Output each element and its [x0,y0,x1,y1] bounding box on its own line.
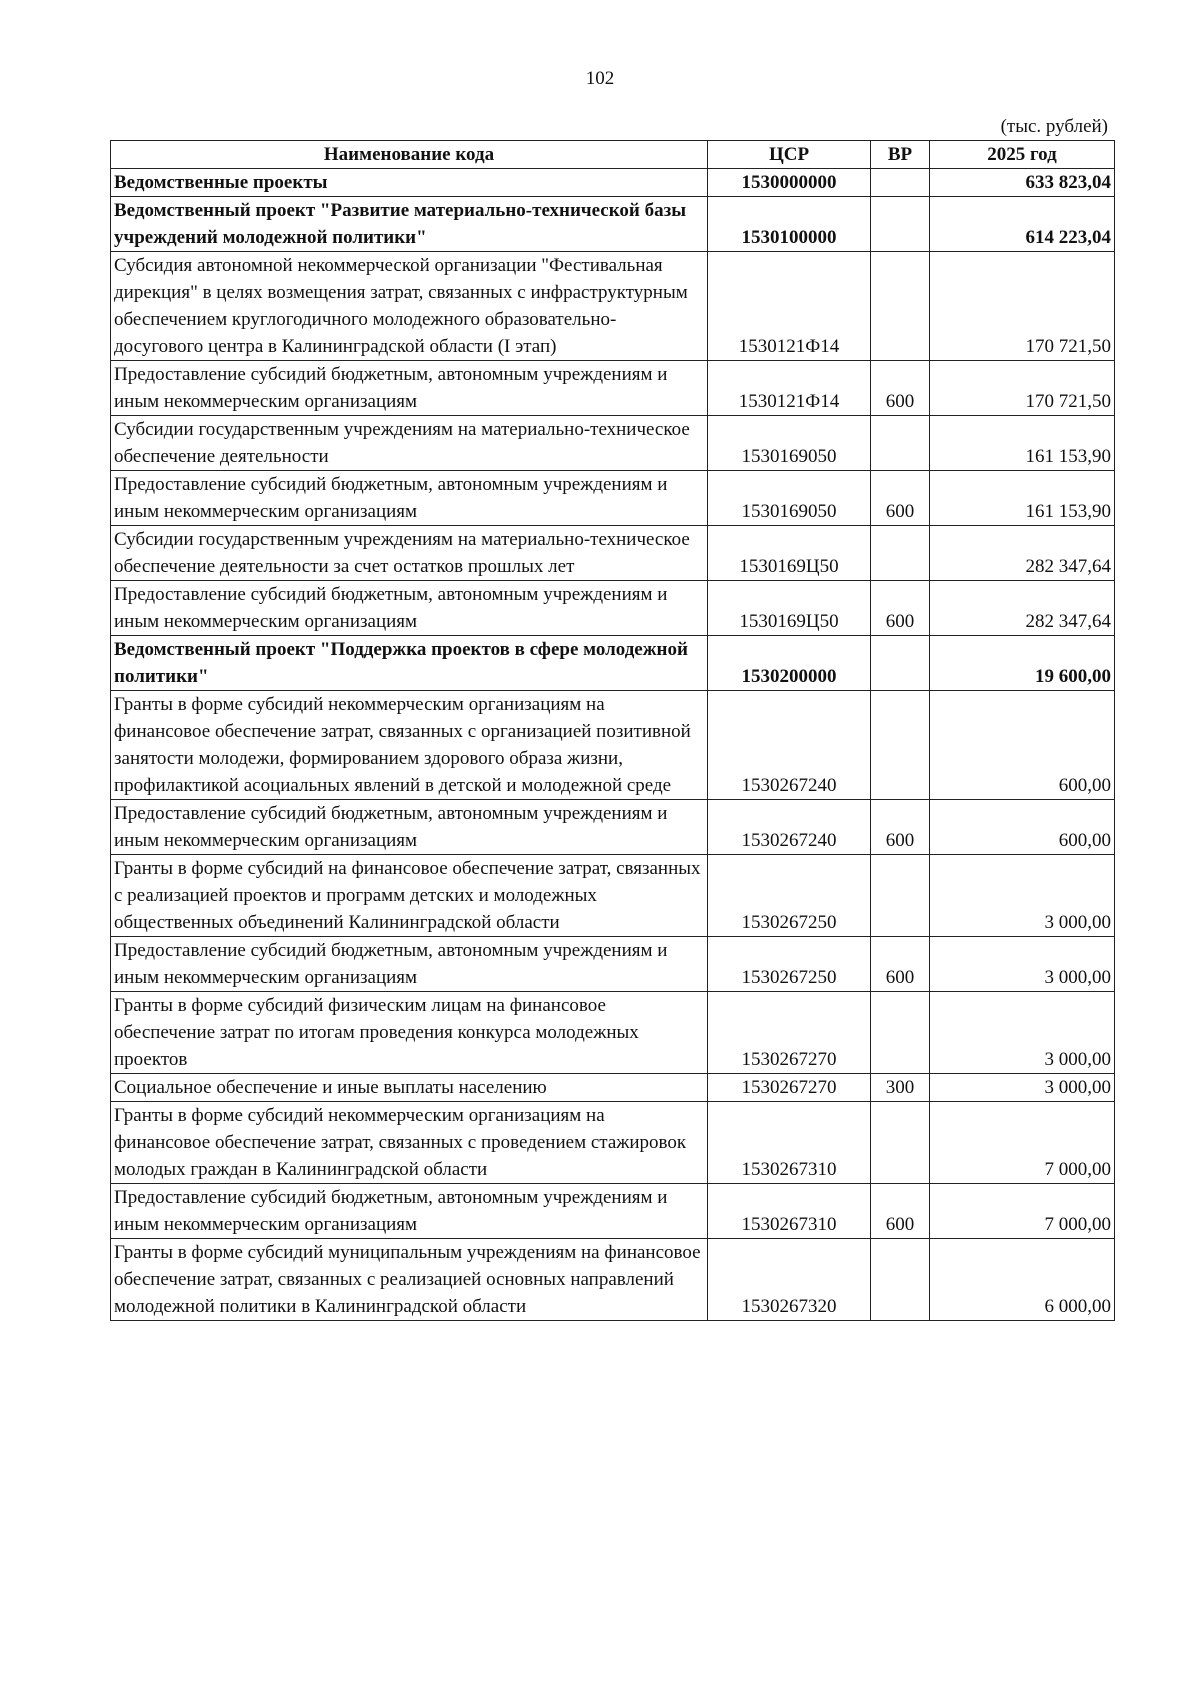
row-csr: 1530169050 [708,471,871,526]
row-name: Гранты в форме субсидий на финансовое обеспечение затрат, связанных с реализацией проектов и программ детских и молодежных общественных объединений Калининградской области [111,855,708,937]
row-vr [871,855,930,937]
row-amount: 7 000,00 [930,1102,1115,1184]
table-row [111,416,1115,471]
row-amount: 3 000,00 [930,855,1115,937]
row-amount: 161 153,90 [930,471,1115,526]
row-csr: 1530267240 [708,800,871,855]
row-name: Гранты в форме субсидий физическим лицам на финансовое обеспечение затрат по итогам проведения конкурса молодежных проектов [111,992,708,1074]
row-csr: 1530169Ц50 [708,526,871,581]
row-name: Предоставление субсидий бюджетным, автономным учреждениям и иным некоммерческим организациям [111,471,708,526]
header-csr: ЦСР [708,141,871,169]
row-csr: 1530200000 [708,636,871,691]
row-vr [871,252,930,361]
row-csr: 1530169050 [708,416,871,471]
row-amount: 161 153,90 [930,416,1115,471]
row-name: Субсидии государственным учреждениям на материально-техническое обеспечение деятельности за счет остатков прошлых лет [111,526,708,581]
table-row [111,691,1115,800]
row-name: Гранты в форме субсидий муниципальным учреждениям на финансовое обеспечение затрат, связанных с реализацией основных направлений молодежной политики в Калининградской области [111,1239,708,1321]
table-header [111,141,1115,169]
row-vr: 600 [871,471,930,526]
row-name: Гранты в форме субсидий некоммерческим организациям на финансовое обеспечение затрат, связанных с организацией позитивной занятости молодежи, формированием здорового образа жизни, профилактикой асоциальных явлений в детской и молодежной среде [111,691,708,800]
row-csr: 1530121Ф14 [708,361,871,416]
row-name: Гранты в форме субсидий некоммерческим организациям на финансовое обеспечение затрат, связанных с проведением стажировок молодых граждан в Калининградской области [111,1102,708,1184]
row-name: Субсидии государственным учреждениям на материально-техническое обеспечение деятельности [111,416,708,471]
row-vr [871,197,930,252]
row-amount: 600,00 [930,800,1115,855]
header-name: Наименование кода [111,141,708,169]
header-year: 2025 год [930,141,1115,169]
table-row [111,169,1115,197]
row-vr [871,636,930,691]
row-amount: 19 600,00 [930,636,1115,691]
row-name: Предоставление субсидий бюджетным, автономным учреждениям и иным некоммерческим организациям [111,937,708,992]
row-amount: 7 000,00 [930,1184,1115,1239]
row-amount: 170 721,50 [930,252,1115,361]
row-csr: 1530000000 [708,169,871,197]
row-name: Предоставление субсидий бюджетным, автономным учреждениям и иным некоммерческим организациям [111,800,708,855]
row-name: Ведомственный проект "Развитие материально-технической базы учреждений молодежной политики" [111,197,708,252]
table-row [111,800,1115,855]
row-amount: 6 000,00 [930,1239,1115,1321]
unit-note: (тыс. рублей) [1000,116,1108,137]
table-row [111,636,1115,691]
row-name: Предоставление субсидий бюджетным, автономным учреждениям и иным некоммерческим организациям [111,581,708,636]
table-row [111,1184,1115,1239]
row-name: Предоставление субсидий бюджетным, автономным учреждениям и иным некоммерческим организациям [111,1184,708,1239]
row-amount: 633 823,04 [930,169,1115,197]
row-vr: 600 [871,361,930,416]
row-vr [871,526,930,581]
row-amount: 3 000,00 [930,992,1115,1074]
row-csr: 1530121Ф14 [708,252,871,361]
row-amount: 170 721,50 [930,361,1115,416]
row-csr: 1530267270 [708,992,871,1074]
row-name: Социальное обеспечение и иные выплаты населению [111,1074,708,1102]
row-vr: 300 [871,1074,930,1102]
row-amount: 600,00 [930,691,1115,800]
table-row [111,526,1115,581]
row-csr: 1530267250 [708,855,871,937]
row-csr: 1530267310 [708,1102,871,1184]
row-amount: 3 000,00 [930,937,1115,992]
row-csr: 1530100000 [708,197,871,252]
table-row [111,992,1115,1074]
row-name: Субсидия автономной некоммерческой организации "Фестивальная дирекция" в целях возмещения затрат, связанных с инфраструктурным обеспечением круглогодичного молодежного образовательно-досугового центра в Калининградской области (I этап) [111,252,708,361]
row-amount: 3 000,00 [930,1074,1115,1102]
row-vr [871,169,930,197]
row-amount: 282 347,64 [930,581,1115,636]
row-vr [871,416,930,471]
row-csr: 1530267250 [708,937,871,992]
budget-table [110,140,1115,1321]
table-row [111,1074,1115,1102]
row-name: Ведомственный проект "Поддержка проектов в сфере молодежной политики" [111,636,708,691]
row-vr [871,1102,930,1184]
row-csr: 1530267270 [708,1074,871,1102]
row-vr [871,992,930,1074]
row-amount: 614 223,04 [930,197,1115,252]
table-row [111,471,1115,526]
row-amount: 282 347,64 [930,526,1115,581]
row-name: Предоставление субсидий бюджетным, автономным учреждениям и иным некоммерческим организациям [111,361,708,416]
row-csr: 1530267320 [708,1239,871,1321]
row-vr: 600 [871,937,930,992]
row-csr: 1530267240 [708,691,871,800]
table-row [111,581,1115,636]
row-csr: 1530267310 [708,1184,871,1239]
row-vr: 600 [871,1184,930,1239]
table-body [111,169,1115,1321]
table-row [111,252,1115,361]
row-vr: 600 [871,581,930,636]
row-csr: 1530169Ц50 [708,581,871,636]
header-vr: ВР [871,141,930,169]
table-row [111,1239,1115,1321]
row-name: Ведомственные проекты [111,169,708,197]
table-row [111,361,1115,416]
row-vr [871,1239,930,1321]
table-row [111,197,1115,252]
table-row [111,855,1115,937]
row-vr [871,691,930,800]
page-number: 102 [585,68,615,89]
row-vr: 600 [871,800,930,855]
table-row [111,937,1115,992]
table-row [111,1102,1115,1184]
header-row [111,141,1115,169]
